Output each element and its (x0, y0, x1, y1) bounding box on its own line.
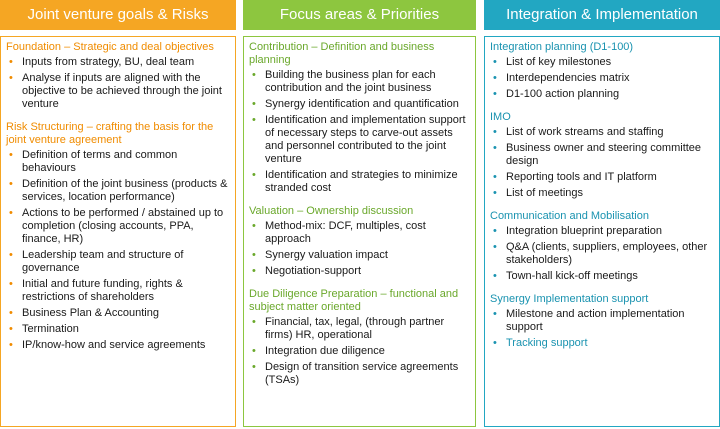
list-item: • Actions to be performed / abstained up to completion (closing accounts, PPA, finance, HR) (6, 207, 229, 246)
list-item: • Identification and strategies to minimize stranded cost (249, 169, 469, 195)
list-item: • Financial, tax, legal, (through partner firms) HR, operational (249, 316, 469, 342)
list-item: • Town-hall kick-off meetings (490, 270, 713, 283)
column-body (243, 36, 476, 427)
list-item: • Interdependencies matrix (490, 72, 713, 85)
section-title: Foundation – Strategic and deal objectives (6, 41, 214, 53)
column-header: Integration & Implementation (484, 0, 720, 30)
list-item: • Termination (6, 323, 229, 336)
list-item: • Synergy identification and quantification (249, 98, 469, 111)
list-item: • D1-100 action planning (490, 88, 713, 101)
section-title: IMO (490, 111, 511, 123)
bullet-list (490, 126, 713, 200)
column-goals-risks (0, 0, 236, 351)
list-item: • Q&A (clients, suppliers, employees, other stakeholders) (490, 241, 713, 267)
list-item: • Synergy valuation impact (249, 249, 469, 262)
list-item: • List of key milestones (490, 56, 713, 69)
section-title: Integration planning (D1-100) (490, 41, 634, 53)
section-communication (490, 210, 713, 283)
section-due-diligence (249, 288, 469, 387)
list-item: • IP/know-how and service agreements (6, 339, 229, 352)
section-risk-structuring (6, 121, 229, 352)
bullet-list (249, 316, 469, 387)
section-integration-planning (490, 41, 713, 101)
list-item: • Method-mix: DCF, multiples, cost approach (249, 220, 469, 246)
list-item: • Integration blueprint preparation (490, 225, 713, 238)
bullet-list (249, 220, 469, 278)
section-title: Valuation – Ownership discussion (249, 205, 414, 217)
list-item: • Milestone and action implementation support (490, 308, 713, 334)
section-title: Due Diligence Preparation – functional and subject matter oriented (249, 288, 459, 313)
column-header: Focus areas & Priorities (243, 0, 476, 30)
list-item: • Identification and implementation support of necessary steps to carve-out assets and personnel contributed to the joint venture (249, 114, 469, 166)
bullet-list (490, 225, 713, 283)
list-item: • Definition of the joint business (products & services, location performance) (6, 178, 229, 204)
list-item: • Tracking support (490, 337, 713, 350)
list-item: • Integration due diligence (249, 345, 469, 358)
list-item: • Leadership team and structure of governance (6, 249, 229, 275)
list-item: • Building the business plan for each contribution and the joint business (249, 69, 469, 95)
list-item: • Analyse if inputs are aligned with the objective to be achieved through the joint venture (6, 72, 229, 111)
section-title: Contribution – Definition and business planning (249, 41, 435, 66)
list-item: • Definition of terms and common behaviours (6, 149, 229, 175)
section-imo (490, 111, 713, 200)
bullet-list (249, 69, 469, 195)
section-title: Synergy Implementation support (490, 293, 649, 305)
column-body (0, 36, 236, 427)
list-item: • Inputs from strategy, BU, deal team (6, 56, 229, 69)
column-body (484, 36, 720, 427)
list-item: • Business Plan & Accounting (6, 307, 229, 320)
column-focus-priorities (243, 0, 476, 386)
column-header: Joint venture goals & Risks (0, 0, 236, 30)
list-item: • List of work streams and staffing (490, 126, 713, 139)
bullet-list (6, 149, 229, 352)
section-synergy-implementation (490, 293, 713, 350)
section-contribution (249, 41, 469, 195)
list-item: • Reporting tools and IT platform (490, 171, 713, 184)
list-item: • Initial and future funding, rights & restrictions of shareholders (6, 278, 229, 304)
section-foundation (6, 41, 229, 111)
list-item: • Business owner and steering committee design (490, 142, 713, 168)
section-title: Communication and Mobilisation (490, 210, 649, 222)
list-item: • Design of transition service agreements (TSAs) (249, 361, 469, 387)
list-item: • Negotiation-support (249, 265, 469, 278)
bullet-list (490, 56, 713, 101)
bullet-list (6, 56, 229, 111)
section-valuation (249, 205, 469, 278)
bullet-list (490, 308, 713, 350)
section-title: Risk Structuring – crafting the basis for the joint venture agreement (6, 121, 214, 146)
list-item: • List of meetings (490, 187, 713, 200)
column-integration-implementation (484, 0, 720, 349)
